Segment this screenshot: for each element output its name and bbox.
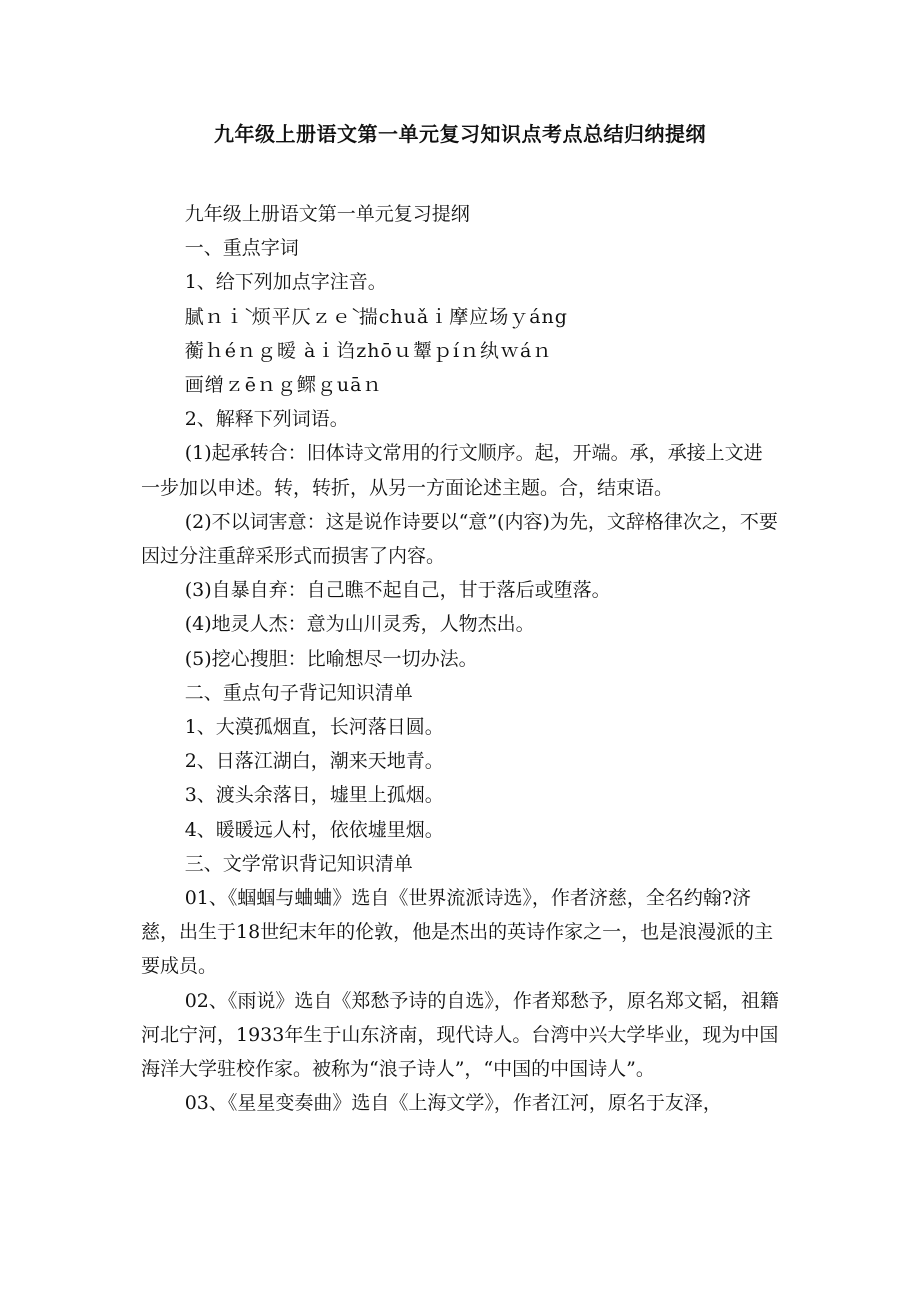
pinyin-line: 腻ｎｉ̀ 烦平仄ｚｅ̀ 揣chuǎｉ摩应场ｙáng <box>184 305 568 328</box>
definition-item: (4)地灵人杰：意为山川灵秀，人物杰出。 <box>184 613 535 636</box>
section-heading-vocabulary: 一、重点字词 <box>184 237 299 260</box>
definition-item: (1)起承转合：旧体诗文常用的行文顺序。起，开端。承，承接上文进一步加以申述。转，转折，从另一方面论述主题。合，结束语。 <box>141 442 763 499</box>
key-sentence-item: 4、暖暖远人村，依依墟里烟。 <box>184 818 444 841</box>
definition-item: (5)挖心搜胆：比喻想尽一切办法。 <box>184 647 478 670</box>
key-sentence-item: 1、大漠孤烟直，长河落日圆。 <box>184 716 444 739</box>
definition-item: (2)不以词害意：这是说作诗要以“意”(内容)为先，文辞格律次之，不要因过分注重辞采形式而损害了内容。 <box>141 510 778 568</box>
document-body <box>141 197 781 1120</box>
pinyin-line: 画缯ｚēｎｇ鳏ｇuāｎ <box>184 374 383 397</box>
outline-heading: 九年级上册语文第一单元复习提纲 <box>184 203 470 225</box>
literature-item: 01、《蝈蝈与蛐蛐》选自《世界流派诗选》，作者济慈，全名约翰?济慈，出生于18世纪末年的伦敦，他是杰出的英诗作家之一，也是浪漫派的主要成员。 <box>141 887 774 978</box>
pinyin-line: 蘅ｈéｎｇ暧 àｉ诌zhōｕ颦ｐíｎ纨ｗáｎ <box>184 339 553 362</box>
section-heading-key-sentences: 二、重点句子背记知识清单 <box>184 681 413 704</box>
exercise-prompt-pronunciation: 1、给下列加点字注音。 <box>184 271 387 294</box>
literature-item: 03、《星星变奏曲》选自《上海文学》，作者江河，原名于友泽， <box>184 1092 722 1115</box>
document-title: 九年级上册语文第一单元复习知识点考点总结归纳提纲 <box>214 122 706 146</box>
section-heading-literature: 三、文学常识背记知识清单 <box>184 852 413 875</box>
key-sentence-item: 2、日落江湖白，潮来天地青。 <box>184 750 444 773</box>
key-sentence-item: 3、渡头余落日，墟里上孤烟。 <box>184 784 444 807</box>
definition-item: (3)自暴自弃：自己瞧不起自己，甘于落后或堕落。 <box>184 579 611 602</box>
exercise-prompt-definitions: 2、解释下列词语。 <box>184 408 349 431</box>
literature-item: 02、《雨说》选自《郑愁予诗的自选》，作者郑愁予，原名郑文韬，祖籍河北宁河，1933年生于山东济南，现代诗人。台湾中兴大学毕业，现为中国海洋大学驻校作家。被称为“浪子诗人”，“中国的中国诗人”。 <box>141 989 779 1081</box>
